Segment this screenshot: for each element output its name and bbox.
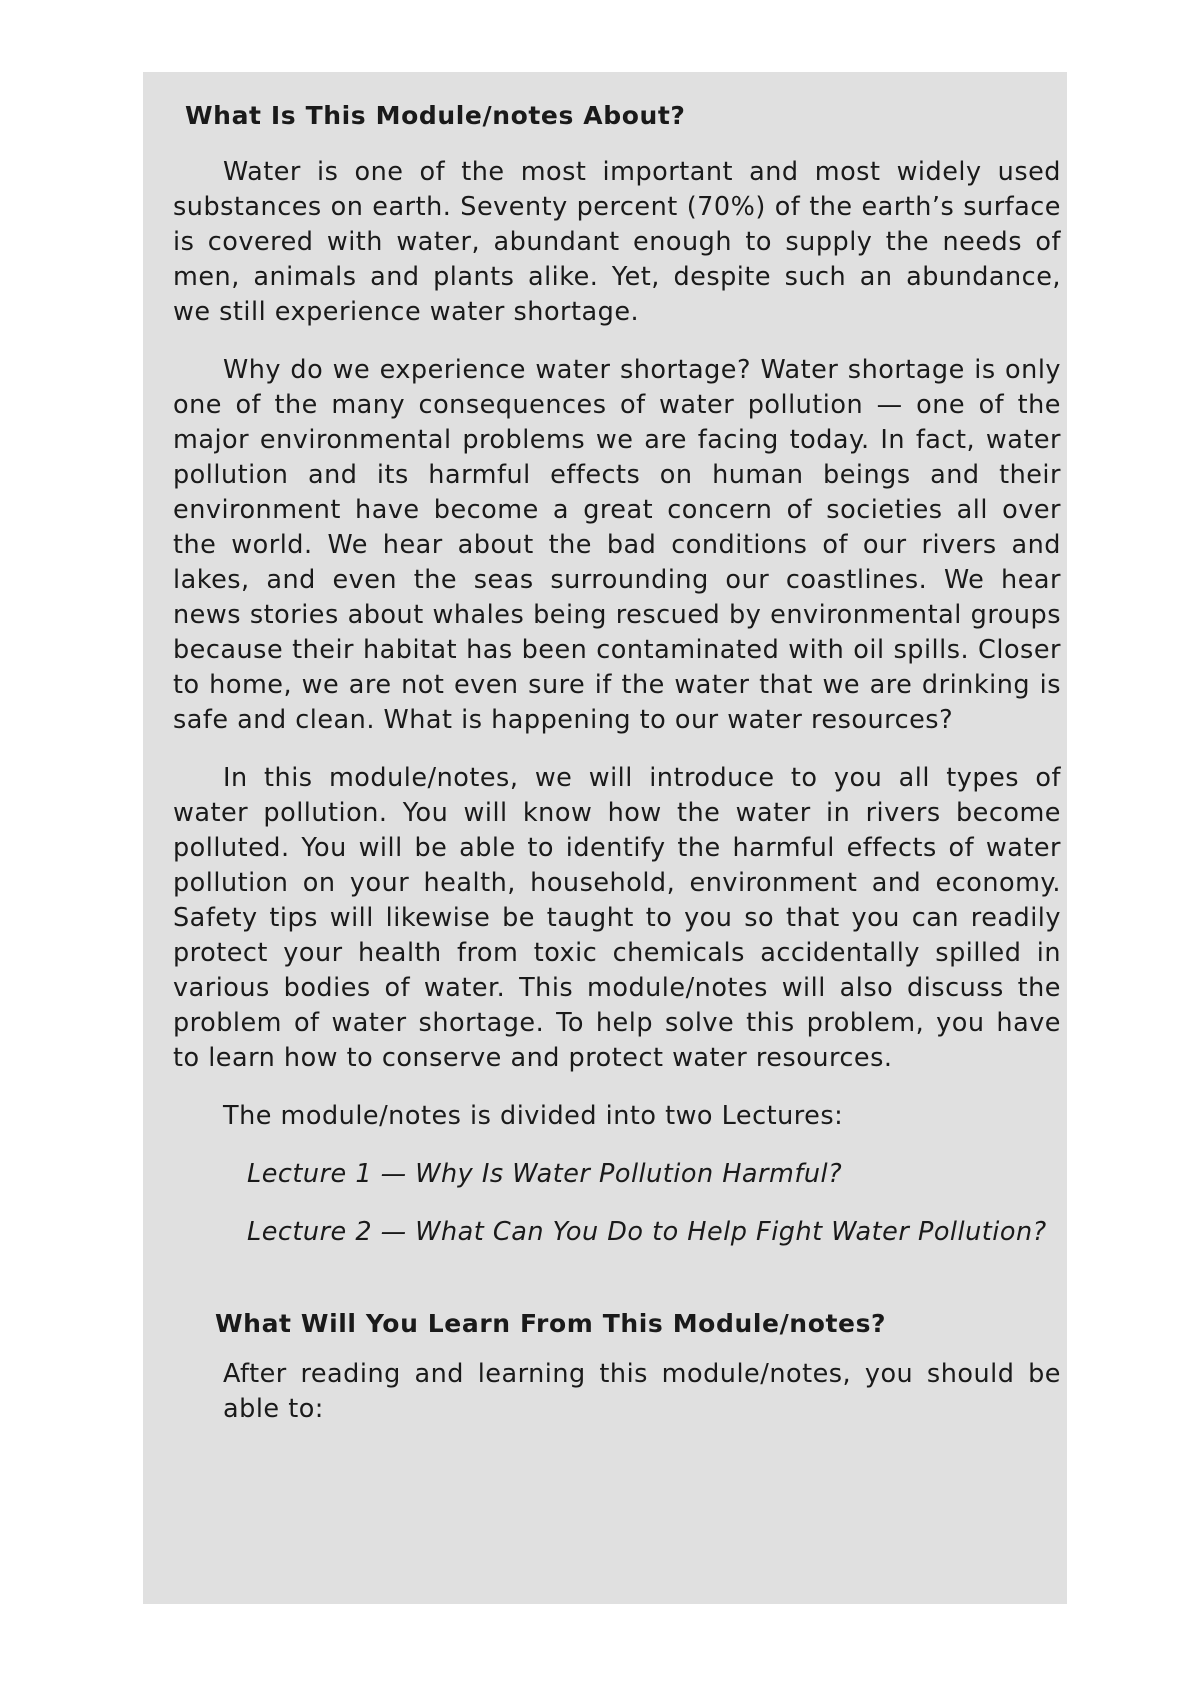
module-page-panel [143,72,1067,1604]
lecture-2-item: Lecture 2 — What Can You Do to Help Fight Water Pollution? [247,1217,1047,1247]
heading-module-about: What Is This Module/notes About? [185,101,686,130]
paragraph-water-shortage: Why do we experience water shortage? Water shortage is only one of the many consequences of water pollution — one of the major environmental problems we are facing today. In fact, water pollution and its harmful effects on human beings and their environment have become a great concern of societies all over the world. We hear about the bad conditions of our rivers and lakes, and even the seas surrounding our coastlines. We hear news stories about whales being rescued by environmental groups because their habitat has been contaminated with oil spills. Closer to home, we are not even sure if the water that we are drinking is safe and clean. What is happening to our water resources? [173,355,1061,735]
paragraph-lectures-intro: The module/notes is divided into two Lectures: [223,1101,844,1131]
paragraph-module-intro: In this module/notes, we will introduce to you all types of water pollution. You will know how the water in rivers become polluted. You will be able to identify the harmful effects of water pollution on your health, household, environment and economy. Safety tips will likewise be taught to you so that you can readily protect your health from toxic chemicals accidentally spilled in various bodies of water. This module/notes will also discuss the problem of water shortage. To help solve this problem, you have to learn how to conserve and protect water resources. [173,763,1061,1073]
paragraph-water-importance: Water is one of the most important and most widely used substances on earth. Seventy percent (70%) of the earth’s surface is covered with water, abundant enough to supply the needs of men, animals and plants alike. Yet, despite such an abundance, we still experience water shortage. [173,157,1061,327]
paragraph-learning-intro: After reading and learning this module/notes, you should be able to: [223,1359,1061,1424]
heading-learning-outcomes: What Will You Learn From This Module/notes? [215,1309,887,1338]
lecture-1-item: Lecture 1 — Why Is Water Pollution Harmful? [247,1159,843,1189]
